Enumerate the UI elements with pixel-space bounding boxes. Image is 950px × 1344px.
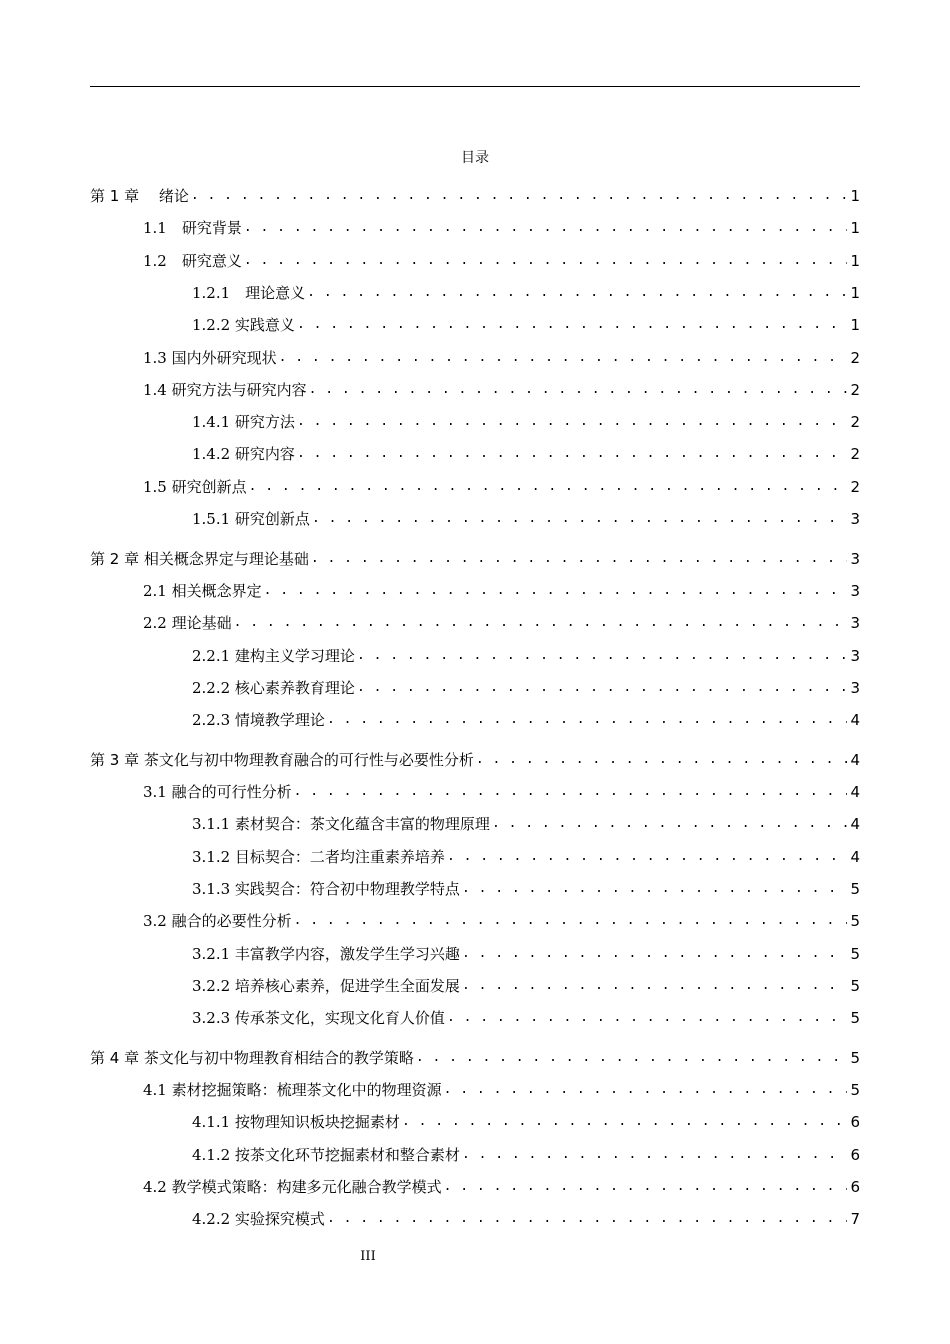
toc-entry-label: 2.2.2 核心素养教育理论 (192, 678, 355, 697)
toc-section-entry[interactable] (143, 247, 860, 271)
toc-dot-leader (244, 251, 848, 271)
toc-entry-label: 2.2.3 情境教学理论 (192, 711, 325, 730)
toc-entry-label: 1.4.2 研究内容 (192, 445, 295, 464)
toc-subsection-entry[interactable] (192, 408, 860, 432)
toc-entry-label: 2.2.1 建构主义学习理论 (192, 646, 355, 665)
toc-entry-page: 5 (850, 879, 860, 898)
toc-dot-leader (462, 879, 848, 899)
toc-dot-leader (297, 412, 848, 432)
toc-dot-leader (327, 1209, 848, 1229)
toc-entry-label: 1.2.1 理论意义 (192, 283, 306, 302)
toc-section-entry[interactable] (143, 778, 860, 802)
toc-dot-leader (444, 1177, 848, 1197)
toc-entry-page: 5 (850, 1081, 860, 1099)
toc-entry-label: 第 2 章 相关概念界定与理论基础 (90, 549, 309, 568)
toc-dot-leader (476, 750, 848, 770)
toc-subsection-entry[interactable] (192, 642, 860, 666)
page-number: III (360, 1249, 376, 1264)
toc-entry-page: 4 (850, 750, 860, 769)
toc-entry-page: 3 (850, 581, 860, 600)
toc-chapter-entry[interactable] (90, 746, 860, 770)
toc-dot-leader (234, 613, 848, 633)
toc-entry-label: 1.1 研究背景 (143, 219, 242, 238)
toc-subsection-entry[interactable] (192, 1205, 860, 1229)
toc-dot-leader (462, 1145, 848, 1165)
toc-section-entry[interactable] (143, 1076, 860, 1100)
toc-dot-leader (462, 944, 848, 964)
toc-dot-leader (309, 380, 848, 400)
toc-subsection-entry[interactable] (192, 972, 860, 996)
toc-entry-label: 1.4 研究方法与研究内容 (143, 380, 307, 399)
toc-entry-page: 4 (850, 815, 860, 834)
toc-dot-leader (244, 218, 848, 238)
toc-entry-page: 5 (850, 976, 860, 995)
toc-dot-leader (297, 315, 848, 335)
toc-chapter-entry[interactable] (90, 1044, 860, 1068)
toc-dot-leader (416, 1048, 848, 1068)
toc-entry-label: 3.2.2 培养核心素养，促进学生全面发展 (192, 976, 460, 995)
toc-section-entry[interactable] (143, 473, 860, 497)
toc-entry-label: 1.5.1 研究创新点 (192, 510, 310, 528)
toc-chapter-entry[interactable] (90, 182, 860, 206)
toc-section-entry[interactable] (143, 577, 860, 601)
toc-entry-label: 2.2 理论基础 (143, 614, 232, 633)
toc-subsection-entry[interactable] (192, 810, 860, 834)
toc-dot-leader (191, 186, 848, 206)
toc-dot-leader (294, 911, 848, 931)
toc-entry-page: 2 (850, 413, 860, 432)
toc-section-entry[interactable] (143, 344, 860, 368)
toc-entry-label: 第 3 章 茶文化与初中物理教育融合的可行性与必要性分析 (90, 750, 474, 769)
toc-entry-page: 4 (850, 711, 860, 730)
toc-entry-page: 7 (850, 1210, 860, 1229)
toc-entry-page: 6 (850, 1113, 860, 1132)
toc-title: 目录 (461, 150, 489, 166)
toc-dot-leader (312, 509, 848, 529)
toc-entry-label: 1.3 国内外研究现状 (143, 348, 277, 367)
toc-entry-label: 1.2.2 实践意义 (192, 316, 295, 335)
toc-dot-leader (447, 1008, 848, 1028)
toc-entry-label: 第 1 章 绪论 (90, 187, 189, 205)
toc-entry-page: 2 (850, 348, 860, 367)
toc-dot-leader (357, 646, 848, 666)
toc-section-entry[interactable] (143, 907, 860, 931)
toc-entry-page: 2 (850, 380, 860, 399)
toc-subsection-entry[interactable] (192, 311, 860, 335)
toc-subsection-entry[interactable] (192, 1004, 860, 1028)
toc-entry-label: 2.1 相关概念界定 (143, 581, 262, 600)
toc-entry-page: 5 (850, 1009, 860, 1028)
toc-entry-label: 4.2 教学模式策略：构建多元化融合教学模式 (143, 1177, 442, 1196)
toc-entry-page: 1 (850, 219, 860, 238)
toc-entry-label: 3.1.3 实践契合：符合初中物理教学特点 (192, 879, 460, 898)
toc-dot-leader (294, 782, 848, 802)
toc-dot-leader (307, 283, 847, 303)
toc-entry-page: 3 (850, 678, 860, 697)
toc-entry-page: 1 (850, 187, 860, 205)
toc-section-entry[interactable] (143, 376, 860, 400)
toc-entry-page: 3 (850, 510, 860, 528)
toc-entry-label: 4.1.2 按茶文化环节挖掘素材和整合素材 (192, 1145, 460, 1164)
toc-subsection-entry[interactable] (192, 674, 860, 698)
toc-section-entry[interactable] (143, 609, 860, 633)
toc-entry-page: 3 (850, 549, 860, 568)
toc-entry-label: 第 4 章 茶文化与初中物理教育相结合的教学策略 (90, 1048, 414, 1067)
toc-entry-page: 3 (850, 646, 860, 665)
toc-entry-label: 4.1.1 按物理知识板块挖掘素材 (192, 1113, 400, 1132)
toc-subsection-entry[interactable] (192, 440, 860, 464)
toc-dot-leader (264, 581, 848, 601)
toc-dot-leader (311, 549, 848, 569)
toc-entry-page: 2 (850, 445, 860, 464)
toc-entry-page: 2 (850, 477, 860, 496)
toc-entry-label: 4.1 素材挖掘策略：梳理茶文化中的物理资源 (143, 1081, 442, 1099)
toc-entry-page: 4 (850, 847, 860, 866)
toc-dot-leader (402, 1112, 848, 1132)
toc-entry-page: 5 (850, 912, 860, 931)
toc-entry-label: 3.2.1 丰富教学内容，激发学生学习兴趣 (192, 944, 460, 963)
toc-entry-page: 1 (850, 251, 860, 270)
toc-dot-leader (357, 678, 848, 698)
toc-subsection-entry[interactable] (192, 279, 860, 303)
toc-subsection-entry[interactable] (192, 843, 860, 867)
toc-entry-page: 4 (850, 783, 860, 801)
toc-section-entry[interactable] (143, 214, 860, 238)
toc-dot-leader (444, 1080, 848, 1100)
toc-entry-label: 3.1.2 目标契合：二者均注重素养培养 (192, 847, 445, 866)
toc-entry-page: 6 (850, 1145, 860, 1164)
toc-entry-label: 4.2.2 实验探究模式 (192, 1210, 325, 1229)
toc-dot-leader (447, 847, 848, 867)
toc-dot-leader (462, 976, 848, 996)
toc-dot-leader (279, 348, 848, 368)
toc-chapter-entry[interactable] (90, 545, 860, 569)
toc-subsection-entry[interactable] (192, 1141, 860, 1165)
toc-entry-label: 3.1 融合的可行性分析 (143, 783, 292, 801)
toc-subsection-entry[interactable] (192, 1108, 860, 1132)
toc-entry-label: 1.4.1 研究方法 (192, 413, 295, 432)
toc-subsection-entry[interactable] (192, 706, 860, 730)
toc-entry-label: 3.2 融合的必要性分析 (143, 912, 292, 931)
toc-subsection-entry[interactable] (192, 505, 860, 529)
toc-entry-page: 5 (850, 944, 860, 963)
toc-dot-leader (249, 477, 848, 497)
toc-entry-page: 3 (850, 614, 860, 633)
toc-subsection-entry[interactable] (192, 875, 860, 899)
toc-entry-label: 1.5 研究创新点 (143, 477, 247, 496)
toc-dot-leader (297, 444, 848, 464)
toc-subsection-entry[interactable] (192, 940, 860, 964)
toc-entry-page: 5 (850, 1048, 860, 1067)
toc-entry-page: 1 (850, 283, 860, 302)
toc-entry-page: 1 (850, 316, 860, 335)
toc-dot-leader (492, 814, 848, 834)
toc-entry-label: 1.2 研究意义 (143, 251, 242, 270)
toc-entry-label: 3.2.3 传承茶文化，实现文化育人价值 (192, 1009, 445, 1028)
toc-section-entry[interactable] (143, 1173, 860, 1197)
toc-entry-page: 6 (850, 1177, 860, 1196)
toc-entry-label: 3.1.1 素材契合：茶文化蕴含丰富的物理原理 (192, 815, 490, 834)
toc-dot-leader (327, 710, 848, 730)
